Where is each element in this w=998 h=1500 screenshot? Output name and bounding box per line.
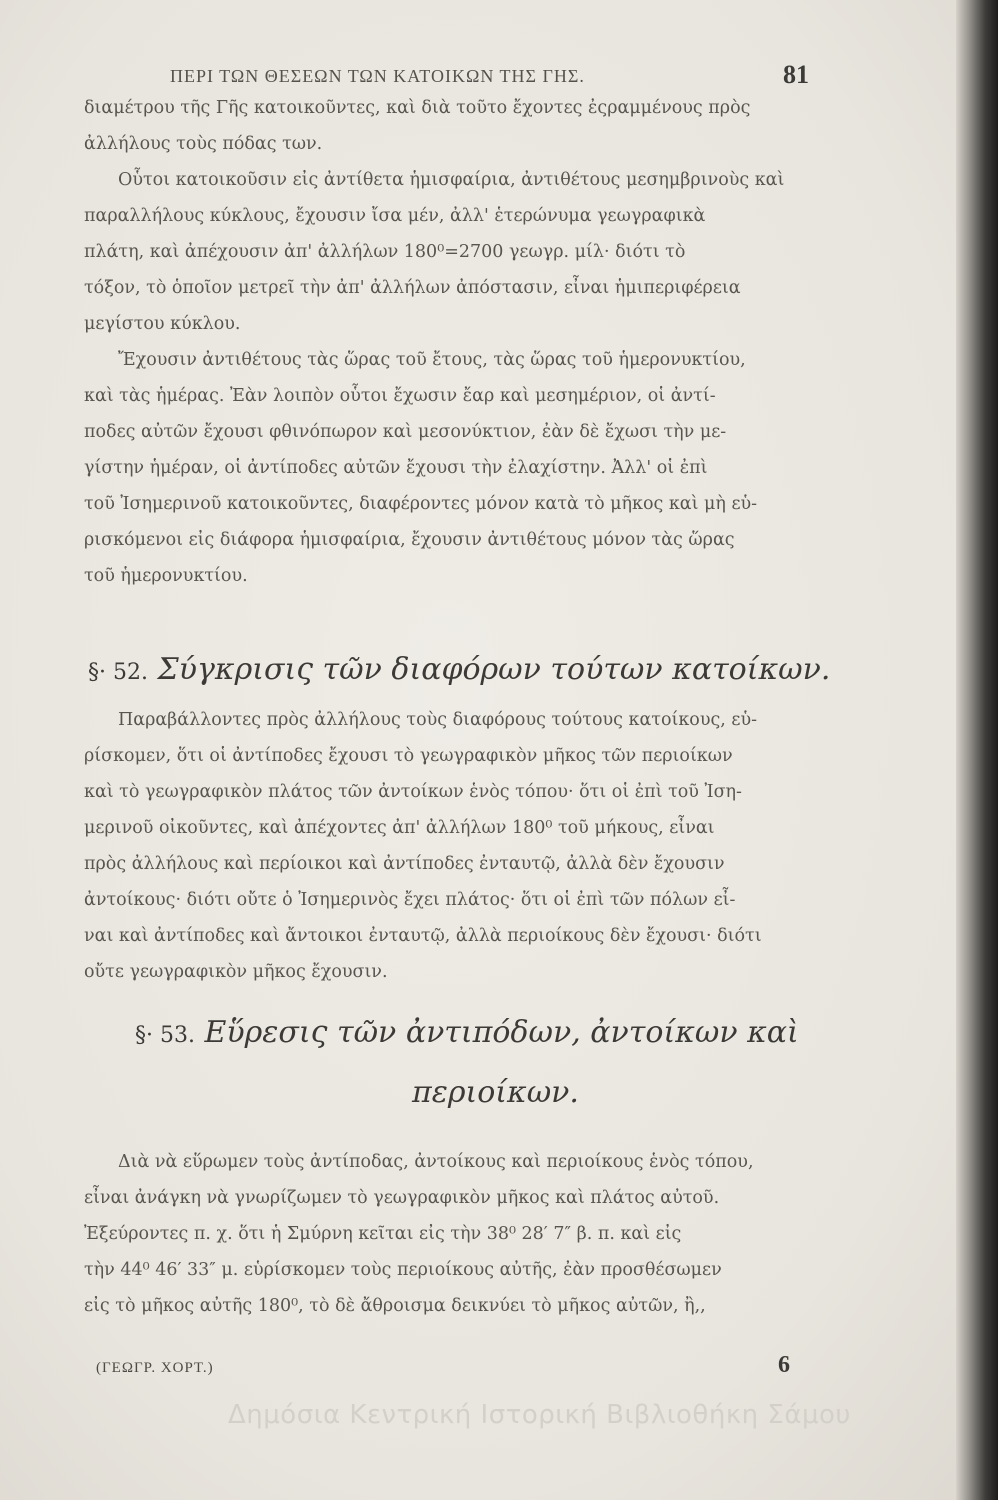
library-watermark: Δημόσια Κεντρική Ιστορική Βιβλιοθήκη Σάμου: [228, 1400, 851, 1430]
book-spine-shadow: [956, 0, 998, 1500]
page-number: 81: [783, 60, 809, 89]
text-line: μερινοῦ οἰκοῦντες, καὶ ἀπέχοντες ἀπ' ἀλλήλων 180⁰ τοῦ μήκους, εἶναι: [84, 818, 715, 838]
text-line: καὶ τὸ γεωγραφικὸν πλάτος τῶν ἀντοίκων ἑνὸς τόπου· ὅτι οἱ ἐπὶ τοῦ Ἰση-: [84, 782, 742, 802]
paragraph-block-3: [84, 1144, 819, 1324]
section-title: Εὕρεσις τῶν ἀντιπόδων, ἀντοίκων καὶ: [204, 1015, 799, 1050]
text-line: οὔτε γεωγραφικὸν μῆκος ἔχουσιν.: [84, 962, 388, 982]
section-number: §· 53.: [135, 1023, 195, 1048]
text-line: ἀλλήλους τοὺς πόδας των.: [84, 134, 323, 154]
text-line: πλάτη, καὶ ἀπέχουσιν ἀπ' ἀλλήλων 180⁰=2700 γεωγρ. μίλ· διότι τὸ: [84, 242, 686, 262]
text-line: πρὸς ἀλλήλους καὶ περίοικοι καὶ ἀντίποδες ἐνταυτῷ, ἀλλὰ δὲν ἔχουσιν: [84, 854, 725, 874]
text-line: τόξον, τὸ ὁποῖον μετρεῖ τὴν ἀπ' ἀλλήλων ἀπόστασιν, εἶναι ἡμιπεριφέρεια: [84, 278, 741, 298]
text-line: ρίσκομεν, ὅτι οἱ ἀντίποδες ἔχουσι τὸ γεωγραφικὸν μῆκος τῶν περιοίκων: [84, 746, 733, 766]
text-line: Διὰ νὰ εὕρωμεν τοὺς ἀντίποδας, ἀντοίκους καὶ περιοίκους ἑνὸς τόπου,: [118, 1152, 754, 1172]
text-line: ρισκόμενοι εἰς διάφορα ἡμισφαίρια, ἔχουσιν ἀντιθέτους μόνον τὰς ὥρας: [84, 530, 735, 550]
text-line: εἰς τὸ μῆκος αὐτῆς 180⁰, τὸ δὲ ἄθροισμα δεικνύει τὸ μῆκος αὐτῶν, ἢ,,: [84, 1296, 706, 1316]
text-line: ἀντοίκους· διότι οὔτε ὁ Ἰσημερινὸς ἔχει πλάτος· ὅτι οἱ ἐπὶ τῶν πόλων εἶ-: [84, 890, 736, 910]
printer-signature: (ΓΕΩΓΡ. ΧΟΡΤ.): [96, 1360, 214, 1376]
text-line: εἶναι ἀνάγκη νὰ γνωρίζωμεν τὸ γεωγραφικὸν μῆκος καὶ πλάτος αὐτοῦ.: [84, 1188, 720, 1208]
section-heading-52: [88, 652, 830, 687]
text-line: Ἔχουσιν ἀντιθέτους τὰς ὥρας τοῦ ἔτους, τὰς ὥρας τοῦ ἡμερονυκτίου,: [118, 350, 746, 370]
text-line: γίστην ἡμέραν, οἱ ἀντίποδες αὐτῶν ἔχουσι τὴν ἐλαχίστην. Ἀλλ' οἱ ἐπὶ: [84, 458, 708, 478]
section-title: Σύγκρισις τῶν διαφόρων τούτων κατοίκων.: [157, 652, 831, 687]
text-line: Ἐξεύροντες π. χ. ὅτι ἡ Σμύρνη κεῖται εἰς τὴν 38⁰ 28′ 7″ β. π. καὶ εἰς: [84, 1224, 682, 1244]
text-line: μεγίστου κύκλου.: [84, 314, 241, 334]
text-line: καὶ τὰς ἡμέρας. Ἐὰν λοιπὸν οὗτοι ἔχωσιν ἔαρ καὶ μεσημέριον, οἱ ἀντί-: [84, 386, 716, 406]
paragraph-block-1: [84, 90, 819, 594]
text-line: τοῦ Ἰσημερινοῦ κατοικοῦντες, διαφέροντες μόνον κατὰ τὸ μῆκος καὶ μὴ εὑ-: [84, 494, 758, 514]
paragraph-block-2: [84, 702, 819, 990]
signature-number: 6: [778, 1352, 790, 1378]
text-line: Παραβάλλοντες πρὸς ἀλλήλους τοὺς διαφόρους τούτους κατοίκους, εὑ-: [118, 710, 758, 730]
running-title: ΠΕΡΙ ΤΩΝ ΘΕΣΕΩΝ ΤΩΝ ΚΑΤΟΙΚΩΝ ΤΗΣ ΓΗΣ.: [170, 66, 585, 86]
section-heading-53-cont: [412, 1075, 579, 1110]
text-line: παραλλήλους κύκλους, ἔχουσιν ἴσα μέν, ἀλλ' ἑτερώνυμα γεωγραφικὰ: [84, 206, 706, 226]
text-line: ποδες αὐτῶν ἔχουσι φθινόπωρον καὶ μεσονύκτιον, ἐὰν δὲ ἔχωσι τὴν με-: [84, 422, 727, 442]
section-number: §· 52.: [88, 660, 148, 685]
section-heading-53: [135, 1015, 799, 1050]
text-line: ναι καὶ ἀντίποδες καὶ ἄντοικοι ἐνταυτῷ, ἀλλὰ περιοίκους δὲν ἔχουσι· διότι: [84, 926, 762, 946]
section-title-continued: περιοίκων.: [412, 1075, 579, 1110]
text-line: διαμέτρου τῆς Γῆς κατοικοῦντες, καὶ διὰ τοῦτο ἔχοντες ἐςραμμένους πρὸς: [84, 98, 751, 118]
text-line: τὴν 44⁰ 46′ 33″ μ. εὑρίσκομεν τοὺς περιοίκους αὐτῆς, ἐὰν προσθέσωμεν: [84, 1260, 722, 1280]
text-line: τοῦ ἡμερονυκτίου.: [84, 566, 248, 586]
text-line: Οὗτοι κατοικοῦσιν εἰς ἀντίθετα ἡμισφαίρια, ἀντιθέτους μεσημβρινοὺς καὶ: [118, 170, 785, 190]
